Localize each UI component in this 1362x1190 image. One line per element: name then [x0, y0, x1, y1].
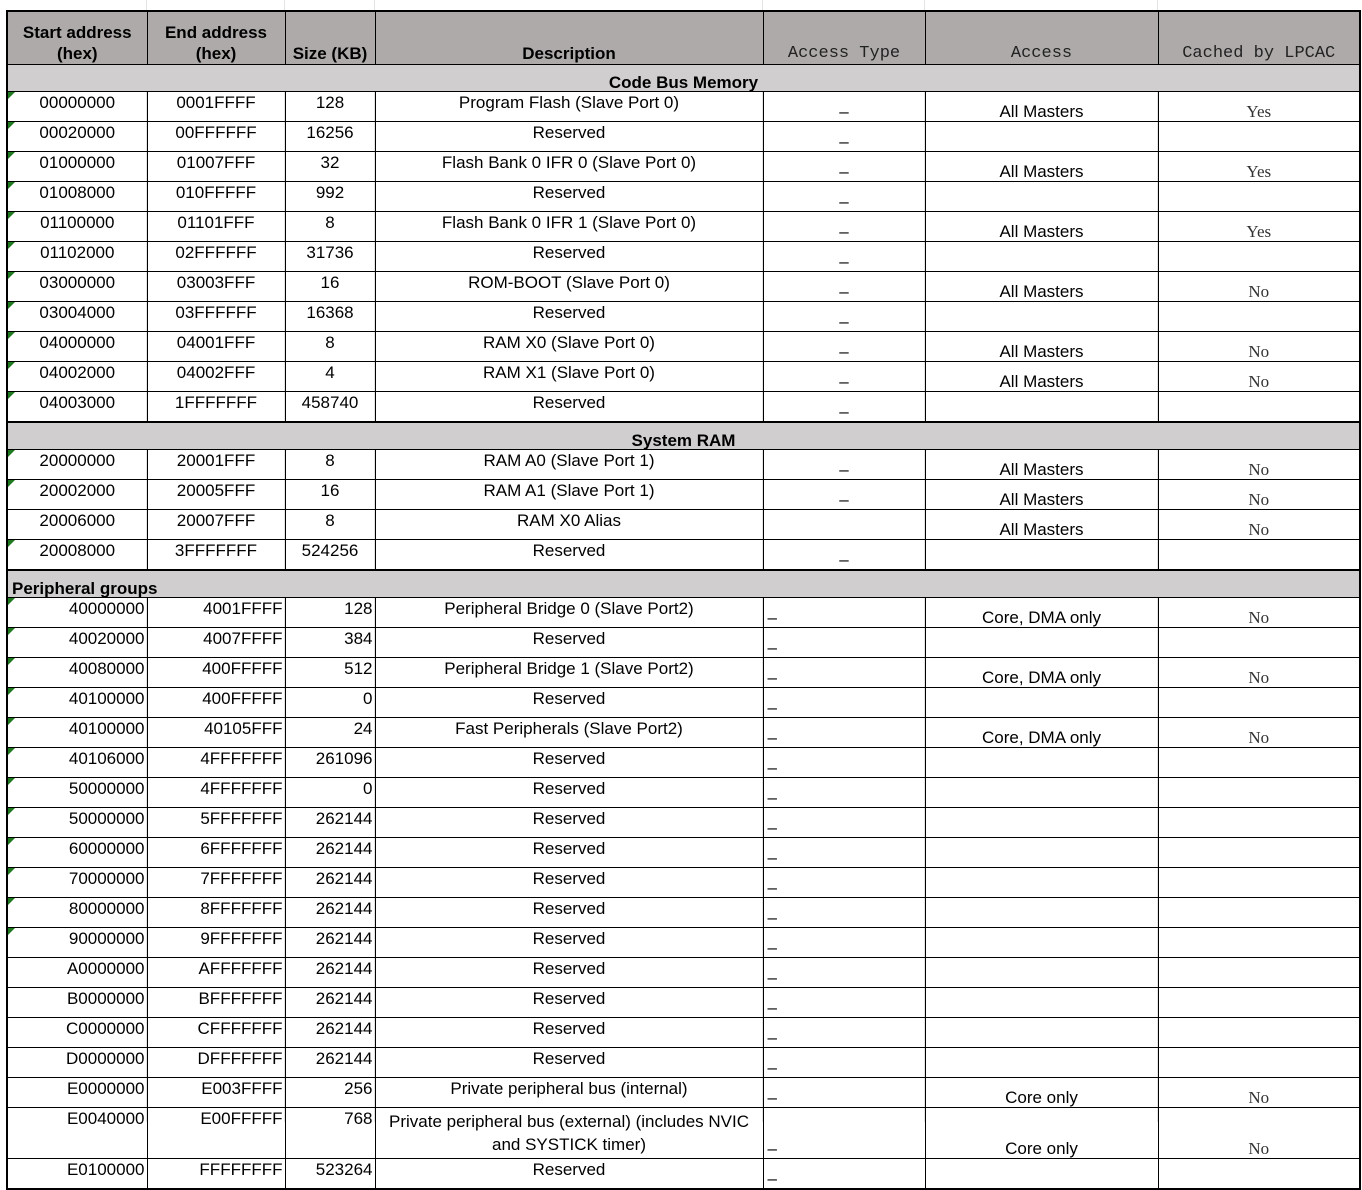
access-cell[interactable]: All Masters — [925, 510, 1158, 540]
access-cell[interactable] — [925, 122, 1158, 152]
description-cell[interactable]: Reserved — [375, 182, 763, 212]
header-end-address[interactable]: End address (hex) — [147, 11, 285, 65]
header-description[interactable]: Description — [375, 11, 763, 65]
end-address-cell[interactable]: 03003FFF — [147, 272, 285, 302]
size-cell[interactable]: 262144 — [285, 808, 375, 838]
cached-cell[interactable] — [1158, 838, 1360, 868]
access-type-cell[interactable]: – — [763, 1108, 925, 1159]
cached-cell[interactable]: No — [1158, 718, 1360, 748]
start-address-cell[interactable]: 80000000 — [7, 898, 147, 928]
table-row — [7, 958, 1360, 988]
table-row — [7, 1078, 1360, 1108]
description-cell[interactable]: ROM-BOOT (Slave Port 0) — [375, 272, 763, 302]
size-cell[interactable]: 32 — [285, 152, 375, 182]
size-cell[interactable]: 8 — [285, 510, 375, 540]
access-type-cell[interactable]: – — [763, 898, 925, 928]
end-address-cell[interactable]: E00FFFFF — [147, 1108, 285, 1159]
cached-cell[interactable]: No — [1158, 480, 1360, 510]
access-type-cell[interactable]: – — [763, 688, 925, 718]
access-cell[interactable]: All Masters — [925, 92, 1158, 122]
start-address-cell[interactable]: 40020000 — [7, 628, 147, 658]
end-address-cell[interactable]: 02FFFFFF — [147, 242, 285, 272]
access-type-cell[interactable]: – — [763, 808, 925, 838]
access-cell[interactable]: All Masters — [925, 480, 1158, 510]
access-cell[interactable] — [925, 540, 1158, 571]
size-cell[interactable]: 256 — [285, 1078, 375, 1108]
table-row — [7, 480, 1360, 510]
access-type-cell[interactable]: – — [763, 1048, 925, 1078]
size-cell[interactable]: 384 — [285, 628, 375, 658]
description-cell[interactable]: Reserved — [375, 898, 763, 928]
table-row — [7, 928, 1360, 958]
table-row — [7, 182, 1360, 212]
access-type-cell[interactable]: – — [763, 92, 925, 122]
access-cell[interactable] — [925, 898, 1158, 928]
description-cell[interactable]: Reserved — [375, 242, 763, 272]
start-address-cell[interactable]: 20002000 — [7, 480, 147, 510]
cached-cell[interactable] — [1158, 182, 1360, 212]
table-row — [7, 988, 1360, 1018]
size-cell[interactable]: 262144 — [285, 838, 375, 868]
table-row — [7, 540, 1360, 571]
cached-cell[interactable]: No — [1158, 658, 1360, 688]
table-row — [7, 808, 1360, 838]
table-row — [7, 92, 1360, 122]
size-cell[interactable]: 262144 — [285, 928, 375, 958]
cached-cell[interactable] — [1158, 988, 1360, 1018]
access-type-cell[interactable]: – — [763, 658, 925, 688]
access-cell[interactable] — [925, 1159, 1158, 1190]
access-cell[interactable] — [925, 302, 1158, 332]
description-cell[interactable]: Private peripheral bus (external) (includes NVIC and SYSTICK timer) — [375, 1108, 763, 1159]
header-row — [7, 11, 1360, 65]
start-address-cell[interactable]: A0000000 — [7, 958, 147, 988]
size-cell[interactable]: 262144 — [285, 868, 375, 898]
start-address-cell[interactable]: 90000000 — [7, 928, 147, 958]
access-type-cell[interactable]: – — [763, 988, 925, 1018]
access-type-cell[interactable]: – — [763, 362, 925, 392]
size-cell[interactable]: 4 — [285, 362, 375, 392]
cached-cell[interactable]: Yes — [1158, 92, 1360, 122]
description-cell[interactable]: Reserved — [375, 778, 763, 808]
size-cell[interactable]: 992 — [285, 182, 375, 212]
access-type-cell[interactable]: – — [763, 392, 925, 423]
end-address-cell[interactable]: 010FFFFF — [147, 182, 285, 212]
size-cell[interactable]: 16368 — [285, 302, 375, 332]
cached-cell[interactable]: No — [1158, 1078, 1360, 1108]
end-address-cell[interactable]: 00FFFFFF — [147, 122, 285, 152]
cached-cell[interactable] — [1158, 1048, 1360, 1078]
description-cell[interactable]: Private peripheral bus (internal) — [375, 1078, 763, 1108]
access-cell[interactable]: All Masters — [925, 332, 1158, 362]
access-type-cell[interactable]: – — [763, 302, 925, 332]
size-cell[interactable]: 128 — [285, 92, 375, 122]
cached-cell[interactable] — [1158, 540, 1360, 571]
table-row — [7, 152, 1360, 182]
section-header-row — [7, 570, 1360, 598]
end-address-cell[interactable]: 04001FFF — [147, 332, 285, 362]
section-title[interactable]: Peripheral groups — [7, 570, 1360, 598]
table-row — [7, 718, 1360, 748]
access-type-cell[interactable]: – — [763, 838, 925, 868]
table-row — [7, 1108, 1360, 1159]
table-row — [7, 450, 1360, 480]
start-address-cell[interactable]: 40100000 — [7, 718, 147, 748]
description-cell[interactable]: Reserved — [375, 838, 763, 868]
start-address-cell[interactable]: 01102000 — [7, 242, 147, 272]
table-row — [7, 598, 1360, 628]
table-row — [7, 392, 1360, 423]
table-row — [7, 1048, 1360, 1078]
end-address-cell[interactable]: DFFFFFFF — [147, 1048, 285, 1078]
start-address-cell[interactable]: 70000000 — [7, 868, 147, 898]
cached-cell[interactable] — [1158, 242, 1360, 272]
cached-cell[interactable]: No — [1158, 598, 1360, 628]
size-cell[interactable]: 16256 — [285, 122, 375, 152]
header-cached-by-lpcac[interactable]: Cached by LPCAC — [1158, 11, 1360, 65]
header-access-type[interactable]: Access Type — [763, 11, 925, 65]
description-cell[interactable]: Reserved — [375, 628, 763, 658]
start-address-cell[interactable]: 40106000 — [7, 748, 147, 778]
table-row — [7, 658, 1360, 688]
cached-cell[interactable] — [1158, 302, 1360, 332]
end-address-cell[interactable]: 0001FFFF — [147, 92, 285, 122]
table-row — [7, 748, 1360, 778]
access-cell[interactable]: Core only — [925, 1108, 1158, 1159]
access-cell[interactable]: Core only — [925, 1078, 1158, 1108]
description-cell[interactable]: RAM X0 Alias — [375, 510, 763, 540]
end-address-cell[interactable]: 20005FFF — [147, 480, 285, 510]
access-type-cell[interactable]: – — [763, 242, 925, 272]
end-address-cell[interactable]: 400FFFFF — [147, 688, 285, 718]
end-address-cell[interactable]: 7FFFFFFF — [147, 868, 285, 898]
start-address-cell[interactable]: 40100000 — [7, 688, 147, 718]
access-cell[interactable] — [925, 868, 1158, 898]
start-address-cell[interactable]: 00000000 — [7, 92, 147, 122]
access-cell[interactable]: All Masters — [925, 362, 1158, 392]
start-address-cell[interactable]: 40080000 — [7, 658, 147, 688]
description-cell[interactable]: Program Flash (Slave Port 0) — [375, 92, 763, 122]
end-address-cell[interactable]: CFFFFFFF — [147, 1018, 285, 1048]
description-cell[interactable]: Reserved — [375, 808, 763, 838]
access-cell[interactable]: All Masters — [925, 272, 1158, 302]
description-cell[interactable]: Reserved — [375, 122, 763, 152]
access-type-cell[interactable]: – — [763, 718, 925, 748]
start-address-cell[interactable]: C0000000 — [7, 1018, 147, 1048]
end-address-cell[interactable]: FFFFFFFF — [147, 1159, 285, 1190]
table-row — [7, 122, 1360, 152]
start-address-cell[interactable]: 50000000 — [7, 778, 147, 808]
size-cell[interactable]: 16 — [285, 480, 375, 510]
cached-cell[interactable]: Yes — [1158, 152, 1360, 182]
size-cell[interactable]: 262144 — [285, 1018, 375, 1048]
size-cell[interactable]: 262144 — [285, 898, 375, 928]
access-type-cell[interactable]: – — [763, 928, 925, 958]
table-row — [7, 688, 1360, 718]
description-cell[interactable]: Flash Bank 0 IFR 1 (Slave Port 0) — [375, 212, 763, 242]
memory-map-table — [6, 10, 1361, 1190]
end-address-cell[interactable]: 4001FFFF — [147, 598, 285, 628]
access-type-cell[interactable]: – — [763, 272, 925, 302]
cached-cell[interactable] — [1158, 628, 1360, 658]
access-type-cell[interactable]: – — [763, 480, 925, 510]
table-row — [7, 242, 1360, 272]
size-cell[interactable]: 262144 — [285, 958, 375, 988]
description-cell[interactable]: Reserved — [375, 1159, 763, 1190]
access-cell[interactable] — [925, 688, 1158, 718]
access-cell[interactable] — [925, 628, 1158, 658]
size-cell[interactable]: 523264 — [285, 1159, 375, 1190]
size-cell[interactable]: 262144 — [285, 988, 375, 1018]
description-cell[interactable]: Peripheral Bridge 1 (Slave Port2) — [375, 658, 763, 688]
table-row — [7, 898, 1360, 928]
access-cell[interactable] — [925, 838, 1158, 868]
description-cell[interactable]: RAM X0 (Slave Port 0) — [375, 332, 763, 362]
access-type-cell[interactable]: – — [763, 598, 925, 628]
access-cell[interactable] — [925, 392, 1158, 423]
access-cell[interactable] — [925, 1048, 1158, 1078]
end-address-cell[interactable]: 4007FFFF — [147, 628, 285, 658]
access-cell[interactable]: Core, DMA only — [925, 658, 1158, 688]
access-cell[interactable] — [925, 242, 1158, 272]
end-address-cell[interactable]: 6FFFFFFF — [147, 838, 285, 868]
table-row — [7, 778, 1360, 808]
cached-cell[interactable] — [1158, 958, 1360, 988]
cached-cell[interactable] — [1158, 808, 1360, 838]
access-type-cell[interactable]: – — [763, 332, 925, 362]
access-type-cell[interactable]: – — [763, 628, 925, 658]
table-row — [7, 838, 1360, 868]
start-address-cell[interactable]: E0040000 — [7, 1108, 147, 1159]
start-address-cell[interactable]: 00020000 — [7, 122, 147, 152]
end-address-cell[interactable]: 03FFFFFF — [147, 302, 285, 332]
access-type-cell[interactable]: – — [763, 778, 925, 808]
end-address-cell[interactable]: 01007FFF — [147, 152, 285, 182]
description-cell[interactable]: Reserved — [375, 868, 763, 898]
end-address-cell[interactable]: 20001FFF — [147, 450, 285, 480]
access-type-cell[interactable]: – — [763, 1078, 925, 1108]
description-cell[interactable]: Reserved — [375, 958, 763, 988]
start-address-cell[interactable]: B0000000 — [7, 988, 147, 1018]
access-cell[interactable] — [925, 988, 1158, 1018]
size-cell[interactable]: 8 — [285, 332, 375, 362]
description-cell[interactable]: Reserved — [375, 748, 763, 778]
size-cell[interactable]: 8 — [285, 450, 375, 480]
table-row — [7, 1159, 1360, 1190]
table-row — [7, 868, 1360, 898]
start-address-cell[interactable]: 01000000 — [7, 152, 147, 182]
access-type-cell[interactable]: – — [763, 868, 925, 898]
cached-cell[interactable] — [1158, 928, 1360, 958]
cached-cell[interactable] — [1158, 688, 1360, 718]
end-address-cell[interactable]: AFFFFFFF — [147, 958, 285, 988]
size-cell[interactable]: 31736 — [285, 242, 375, 272]
description-cell[interactable]: Fast Peripherals (Slave Port2) — [375, 718, 763, 748]
start-address-cell[interactable]: 20006000 — [7, 510, 147, 540]
cached-cell[interactable] — [1158, 392, 1360, 423]
description-cell[interactable]: RAM A0 (Slave Port 1) — [375, 450, 763, 480]
description-cell[interactable]: Reserved — [375, 1018, 763, 1048]
description-cell[interactable]: Reserved — [375, 302, 763, 332]
cached-cell[interactable]: No — [1158, 332, 1360, 362]
access-type-cell[interactable] — [763, 510, 925, 540]
cached-cell[interactable] — [1158, 778, 1360, 808]
header-access[interactable]: Access — [925, 11, 1158, 65]
start-address-cell[interactable]: 01100000 — [7, 212, 147, 242]
description-cell[interactable]: Peripheral Bridge 0 (Slave Port2) — [375, 598, 763, 628]
cached-cell[interactable] — [1158, 898, 1360, 928]
access-type-cell[interactable]: – — [763, 212, 925, 242]
end-address-cell[interactable]: 4FFFFFFF — [147, 778, 285, 808]
end-address-cell[interactable]: 8FFFFFFF — [147, 898, 285, 928]
end-address-cell[interactable]: BFFFFFFF — [147, 988, 285, 1018]
table-row — [7, 302, 1360, 332]
access-type-cell[interactable]: – — [763, 152, 925, 182]
table-row — [7, 272, 1360, 302]
size-cell[interactable]: 524256 — [285, 540, 375, 571]
size-cell[interactable]: 8 — [285, 212, 375, 242]
start-address-cell[interactable]: E0100000 — [7, 1159, 147, 1190]
cached-cell[interactable] — [1158, 748, 1360, 778]
start-address-cell[interactable]: 04003000 — [7, 392, 147, 423]
start-address-cell[interactable]: 20008000 — [7, 540, 147, 571]
cached-cell[interactable] — [1158, 1018, 1360, 1048]
size-cell[interactable]: 768 — [285, 1108, 375, 1159]
table-row — [7, 212, 1360, 242]
table-row — [7, 1018, 1360, 1048]
size-cell[interactable]: 0 — [285, 688, 375, 718]
table-row — [7, 332, 1360, 362]
start-address-cell[interactable]: 01008000 — [7, 182, 147, 212]
size-cell[interactable]: 0 — [285, 778, 375, 808]
start-address-cell[interactable]: 03000000 — [7, 272, 147, 302]
size-cell[interactable]: 261096 — [285, 748, 375, 778]
end-address-cell[interactable]: 40105FFF — [147, 718, 285, 748]
description-cell[interactable]: RAM X1 (Slave Port 0) — [375, 362, 763, 392]
section-header-row — [7, 422, 1360, 450]
cached-cell[interactable] — [1158, 122, 1360, 152]
size-cell[interactable]: 16 — [285, 272, 375, 302]
end-address-cell[interactable]: E003FFFF — [147, 1078, 285, 1108]
access-cell[interactable]: All Masters — [925, 212, 1158, 242]
table-row — [7, 362, 1360, 392]
access-type-cell[interactable]: – — [763, 122, 925, 152]
end-address-cell[interactable]: 400FFFFF — [147, 658, 285, 688]
size-cell[interactable]: 262144 — [285, 1048, 375, 1078]
access-cell[interactable]: Core, DMA only — [925, 598, 1158, 628]
cached-cell[interactable]: No — [1158, 450, 1360, 480]
access-cell[interactable] — [925, 1018, 1158, 1048]
start-address-cell[interactable]: 03004000 — [7, 302, 147, 332]
end-address-cell[interactable]: 4FFFFFFF — [147, 748, 285, 778]
table-row — [7, 628, 1360, 658]
size-cell[interactable]: 128 — [285, 598, 375, 628]
access-cell[interactable] — [925, 928, 1158, 958]
start-address-cell[interactable]: 40000000 — [7, 598, 147, 628]
cached-cell[interactable]: No — [1158, 1108, 1360, 1159]
access-type-cell[interactable]: – — [763, 450, 925, 480]
header-size[interactable]: Size (KB) — [285, 11, 375, 65]
size-cell[interactable]: 458740 — [285, 392, 375, 423]
access-cell[interactable] — [925, 808, 1158, 838]
size-cell[interactable]: 512 — [285, 658, 375, 688]
end-address-cell[interactable]: 9FFFFFFF — [147, 928, 285, 958]
access-type-cell[interactable]: – — [763, 1159, 925, 1190]
cached-cell[interactable]: Yes — [1158, 212, 1360, 242]
end-address-cell[interactable]: 20007FFF — [147, 510, 285, 540]
access-cell[interactable]: All Masters — [925, 152, 1158, 182]
start-address-cell[interactable]: 50000000 — [7, 808, 147, 838]
end-address-cell[interactable]: 1FFFFFFF — [147, 392, 285, 423]
access-type-cell[interactable]: – — [763, 748, 925, 778]
cached-cell[interactable]: No — [1158, 362, 1360, 392]
access-cell[interactable]: All Masters — [925, 450, 1158, 480]
section-title[interactable]: Code Bus Memory — [7, 65, 1360, 92]
description-cell[interactable]: Reserved — [375, 540, 763, 571]
description-cell[interactable]: Reserved — [375, 392, 763, 423]
access-type-cell[interactable]: – — [763, 540, 925, 571]
description-cell[interactable]: RAM A1 (Slave Port 1) — [375, 480, 763, 510]
header-start-address[interactable]: Start address (hex) — [7, 11, 147, 65]
description-cell[interactable]: Reserved — [375, 988, 763, 1018]
access-cell[interactable]: Core, DMA only — [925, 718, 1158, 748]
end-address-cell[interactable]: 04002FFF — [147, 362, 285, 392]
end-address-cell[interactable]: 01101FFF — [147, 212, 285, 242]
access-type-cell[interactable]: – — [763, 958, 925, 988]
size-cell[interactable]: 24 — [285, 718, 375, 748]
description-cell[interactable]: Flash Bank 0 IFR 0 (Slave Port 0) — [375, 152, 763, 182]
cached-cell[interactable]: No — [1158, 510, 1360, 540]
access-cell[interactable] — [925, 958, 1158, 988]
cached-cell[interactable]: No — [1158, 272, 1360, 302]
start-address-cell[interactable]: 04002000 — [7, 362, 147, 392]
start-address-cell[interactable]: 60000000 — [7, 838, 147, 868]
access-cell[interactable] — [925, 182, 1158, 212]
cached-cell[interactable] — [1158, 868, 1360, 898]
start-address-cell[interactable]: D0000000 — [7, 1048, 147, 1078]
access-type-cell[interactable]: – — [763, 182, 925, 212]
access-cell[interactable] — [925, 748, 1158, 778]
end-address-cell[interactable]: 5FFFFFFF — [147, 808, 285, 838]
cached-cell[interactable] — [1158, 1159, 1360, 1190]
description-cell[interactable]: Reserved — [375, 1048, 763, 1078]
start-address-cell[interactable]: E0000000 — [7, 1078, 147, 1108]
section-header-row — [7, 65, 1360, 92]
start-address-cell[interactable]: 20000000 — [7, 450, 147, 480]
start-address-cell[interactable]: 04000000 — [7, 332, 147, 362]
access-type-cell[interactable]: – — [763, 1018, 925, 1048]
description-cell[interactable]: Reserved — [375, 928, 763, 958]
table-row — [7, 510, 1360, 540]
section-title[interactable]: System RAM — [7, 422, 1360, 450]
access-cell[interactable] — [925, 778, 1158, 808]
description-cell[interactable]: Reserved — [375, 688, 763, 718]
end-address-cell[interactable]: 3FFFFFFF — [147, 540, 285, 571]
